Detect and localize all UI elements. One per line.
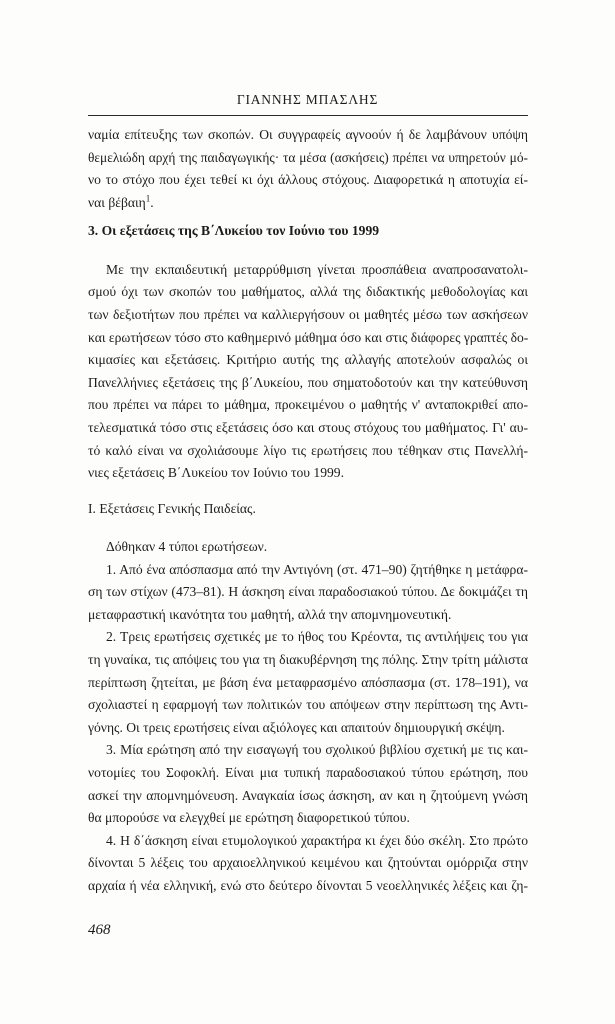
body-line xyxy=(88,193,528,213)
list-item-line: μεταφραστική ικανότητα του μαθητή, αλλά την απομνημονευτική. xyxy=(88,607,452,622)
list-item-line: δίνονται 5 λέξεις του αρχαιοελληνικού κειμένου και ζητούνται ομόρριζα στην xyxy=(88,855,528,870)
body-line: που πρέπει να πάρει το μάθημα, προκειμένου ο μαθητής ν' ανταποκριθεί απο- xyxy=(88,397,528,412)
list-item-line: ση των στίχων (473–81). Η άσκηση είναι παραδοσιακού τύπου. Δε δοκιμάζει τη xyxy=(88,584,528,599)
section-heading: 3. Οι εξετάσεις της Β΄Λυκείου τον Ιούνιο του 1999 xyxy=(88,223,380,238)
body-line: των δεξιοτήτων που πρέπει να καλλιεργήσουν οι μαθητές μέσω των ασκήσεων xyxy=(88,307,528,322)
body-line: τό καλό είναι να σχολιάσουμε λίγο τις ερωτήσεις που τέθηκαν στις Πανελλή- xyxy=(88,443,528,458)
body-line: Πανελλήνιες εξετάσεις της β΄Λυκείου, που σηματοδοτούν και την κατεύθυνση xyxy=(88,375,528,390)
footnote-marker: 1 xyxy=(145,193,151,204)
body-line: θεμελιώδη αρχή της παιδαγωγικής· τα μέσα (ασκήσεις) πρέπει να υπηρετούν μό- xyxy=(88,150,528,165)
list-item-line: 2. Τρεις ερωτήσεις σχετικές με το ήθος του Κρέοντα, τις αντιλήψεις του για xyxy=(106,629,528,644)
running-head: ΓΙΑΝΝΗΣ ΜΠΑΣΛΗΣ xyxy=(236,92,379,107)
list-item-line: 4. Η δ΄άσκηση είναι ετυμολογικού χαρακτήρα κι έχει δύο σκέλη. Στο πρώτο xyxy=(106,833,528,848)
list-item-line: αρχαία ή νέα ελληνική, ενώ στο δεύτερο δίνονται 5 νεοελληνικές λέξεις και ζη- xyxy=(88,878,528,893)
list-item-line: τη γυναίκα, τις απόψεις του για τη διακυβέρνηση της πόλης. Στην τρίτη μάλιστα xyxy=(88,652,528,667)
list-item-line: 3. Μία ερώτηση από την εισαγωγή του σχολικού βιβλίου σχετική με τις και- xyxy=(106,742,528,757)
body-line: σμού όχι των σκοπών του μαθήματος, αλλά της διδακτικής μεθοδολογίας και xyxy=(88,284,528,299)
header-rule xyxy=(88,115,528,116)
list-item-line: θα μπορούσε να ελεγχθεί με ερώτηση διαφορετικού τύπου. xyxy=(88,810,410,825)
list-item-line: 1. Από ένα απόσπασμα από την Αντιγόνη (στ. 471–90) ζητήθηκε η μετάφρα- xyxy=(106,562,528,577)
list-item-line: περίπτωση ζητείται, με βάση ένα μεταφρασμένο απόσπασμα (στ. 178–191), να xyxy=(88,675,528,690)
list-item-line: σχολιαστεί η εφαρμογή των πολιτικών του απόψεων στην περίπτωση της Αντι- xyxy=(88,697,528,712)
body-line: νο το στόχο που έχει τεθεί κι όχι άλλους στόχους. Διαφορετικά η αποτυχία εί- xyxy=(88,172,528,187)
list-item-line: ασκεί την απομνημόνευση. Αναγκαία ίσως άσκηση, αν και η ζητούμενη γνώση xyxy=(88,788,528,803)
body-text: ναι βέβαιη xyxy=(88,195,146,210)
list-item-line: νοτομίες του Σοφοκλή. Είναι μια τυπική παραδοσιακού τύπου ερώτηση, που xyxy=(88,765,528,780)
body-line: κιμασίες και εξετάσεις. Κριτήριο αυτής της αλλαγής αποτελούν ασφαλώς οι xyxy=(88,352,528,367)
body-line: ναμία επίτευξης των σκοπών. Οι συγγραφείς αγνοούν ή δε λαμβάνουν υπόψη xyxy=(88,127,528,142)
body-line: Δόθηκαν 4 τύποι ερωτήσεων. xyxy=(106,539,268,554)
list-item-line: γόνης. Οι τρεις ερωτήσεις είναι αξιόλογες και απαιτούν δημιουργική σκέψη. xyxy=(88,720,505,735)
page-number: 468 xyxy=(88,922,111,938)
body-line: νιες εξετάσεις Β΄Λυκείου τον Ιούνιο του 1999. xyxy=(88,465,344,480)
subheading: Ι. Εξετάσεις Γενικής Παιδείας. xyxy=(88,501,256,516)
body-line: και ερωτήσεων τόσο στο καθημερινό μάθημα όσο και στις διάφορες γραπτές δο- xyxy=(88,330,529,345)
body-line: τελεσματικά τόσο στις εξετάσεις όσο και στους στόχους του μαθήματος. Γι' αυ- xyxy=(88,420,528,435)
body-text: . xyxy=(150,195,154,210)
body-line: Με την εκπαιδευτική μεταρρύθμιση γίνεται προσπάθεια αναπροσανατολι- xyxy=(106,262,528,277)
